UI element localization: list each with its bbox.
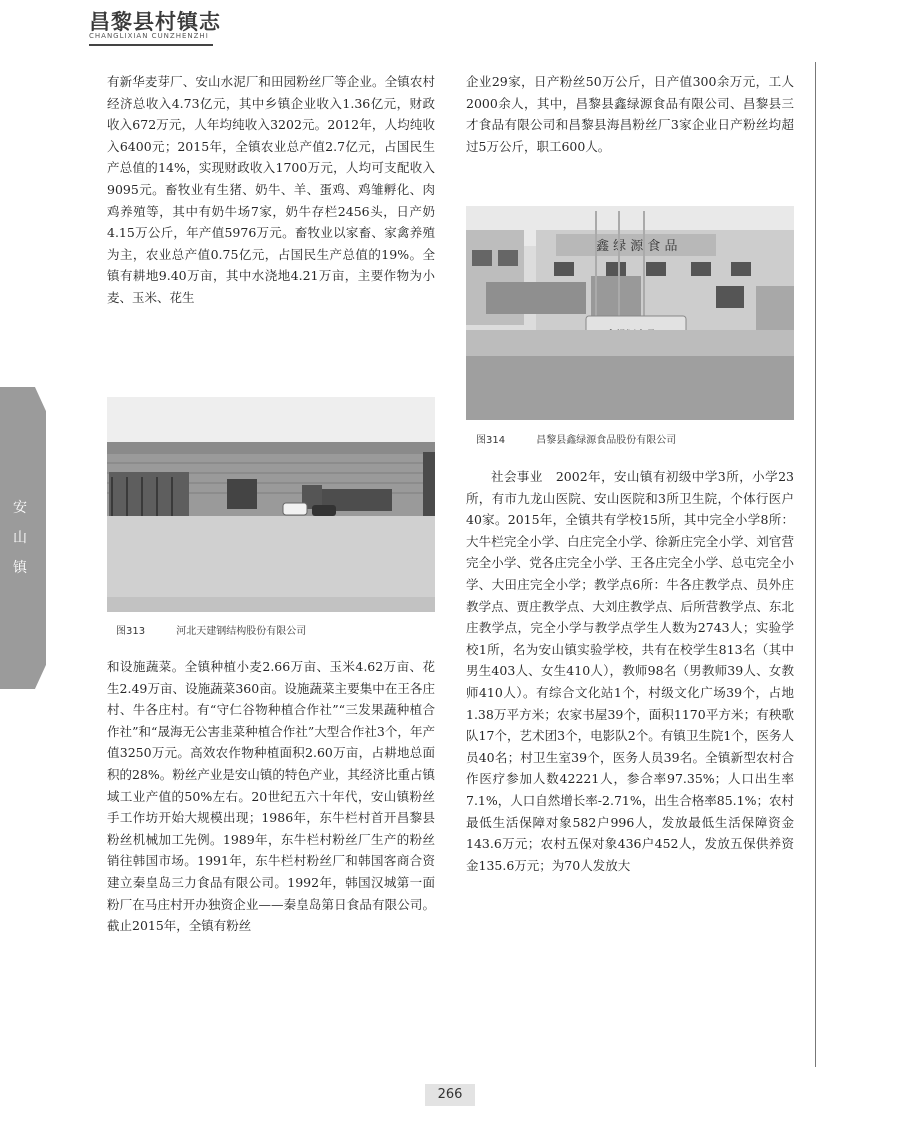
book-title: 昌黎县村镇志 [89,10,221,34]
food-company-image [466,206,794,420]
figure-313-number: 图313 [116,626,146,637]
factory-photo [107,397,435,612]
right-column-paragraph-1: 企业29家，日产粉丝50万公斤，日产值300余万元，工人2000余人，其中，昌黎县鑫绿源食品有限公司、昌黎县三才食品有限公司和昌黎县海昌粉丝厂3家企业日产粉丝均超过5万公斤，职工600人。 [466,74,794,154]
header-rule [89,44,213,46]
figure-314-number: 图314 [476,435,506,446]
page-number: 266 [425,1084,475,1106]
figure-313-caption [116,622,306,637]
left-column-paragraph-1: 有新华麦芽厂、安山水泥厂和田园粉丝厂等企业。全镇农村经济总收入4.73亿元，其中乡镇企业收入1.36亿元，财政收入672万元，人年均纯收入3202元。2012年，人均纯收入6400元；2015年，全镇农业总产值2.7亿元，占国民生产总值的14%，实现财政收入1700万元，人均可支配收入9095元。畜牧业有生猪、奶牛、羊、蛋鸡、鸡雏孵化、肉鸡养殖等，其中有奶牛场7家，奶牛存栏2456头，日产奶4.15万公斤，年产值5976万元。畜牧业以家畜、家禽养殖为主，农业总产值0.75亿元，占国民生产总值的19%。全镇有耕地9.40万亩，其中水浇地4.21万亩，主要作物为小麦、玉米、花生 [107,74,435,305]
figure-314-caption [476,431,676,446]
side-char-2: 山 [13,530,27,546]
side-char-1: 安 [13,500,27,516]
left-column-paragraph-2: 和设施蔬菜。全镇种植小麦2.66万亩、玉米4.62万亩、花生2.49万亩、设施蔬菜360亩。设施蔬菜主要集中在王各庄村、牛各庄村。有“守仁谷物种植合作社”“三发果蔬种植合作社”和“晟海无公害韭菜种植合作社”大型合作社3个，年产值3250万元。高效农作物种植面积2.60万亩，占耕地总面积的28%。粉丝产业是安山镇的特色产业，其经济比重占镇域工业产值的50%左右。20世纪五六十年代，安山镇粉丝手工作坊开始大规模出现；1986年，东牛栏村首开昌黎县粉丝机械加工先例。1989年，东牛栏村粉丝厂生产的粉丝销往韩国市场。1991年，东牛栏村粉丝厂和韩国客商合资建立秦皇岛三力食品有限公司。1992年，韩国汉城第一面粉厂在马庄村开办独资企业——秦皇岛第日食品有限公司。截止2015年，全镇有粉丝 [107,659,435,934]
steel-factory-image [107,397,435,612]
figure-313-text: 河北天建钢结构股份有限公司 [176,626,307,637]
food-company-photo [466,206,794,420]
sign-text: 鑫 绿 源 食 品 [596,239,678,254]
chapter-side-label [0,493,40,583]
right-column-paragraph-2: 社会事业 2002年，安山镇有初级中学3所，小学23所，有市九龙山医院、安山医院和3所卫生院，个体行医户40家。2015年，全镇共有学校15所，其中完全小学8所：大牛栏完全小学、白庄完全小学、徐新庄完全小学、刘官营完全小学、党各庄完全小学、王各庄完全小学、总屯完全小学、大田庄完全小学；教学点6所：牛各庄教学点、员外庄教学点、贾庄教学点、大刘庄教学点、后所营教学点、东北庄教学点，完全小学与教学点学生人数为2743人；实验学校1所，名为安山镇实验学校，共有在校学生813名（其中男生403人、女生410人），教师98名（男教师39人、女教师410人）。有综合文化站1个，村级文化广场39个，占地1.38万平方米；农家书屋39个，面积1170平方米；有秧歌队17个，艺术团3个，电影队2个。有镇卫生院1个，医务人员40名；村卫生室39个，医务人员39名。全镇新型农村合作医疗参加人数42221人，参合率97.35%；人口出生率7.1%，人口自然增长率-2.71%，出生合格率85.1%；农村最低生活保障对象582户996人，发放最低生活保障资金143.6万元；农村五保对象436户452人，发放五保供养资金135.6万元；为70人发放大 [466,469,794,873]
book-subtitle: CHANGLIXIAN CUNZHENZHI [89,32,209,40]
figure-314-text: 昌黎县鑫绿源食品股份有限公司 [536,435,677,446]
side-char-3: 镇 [13,560,27,576]
column-rule [815,62,816,1067]
